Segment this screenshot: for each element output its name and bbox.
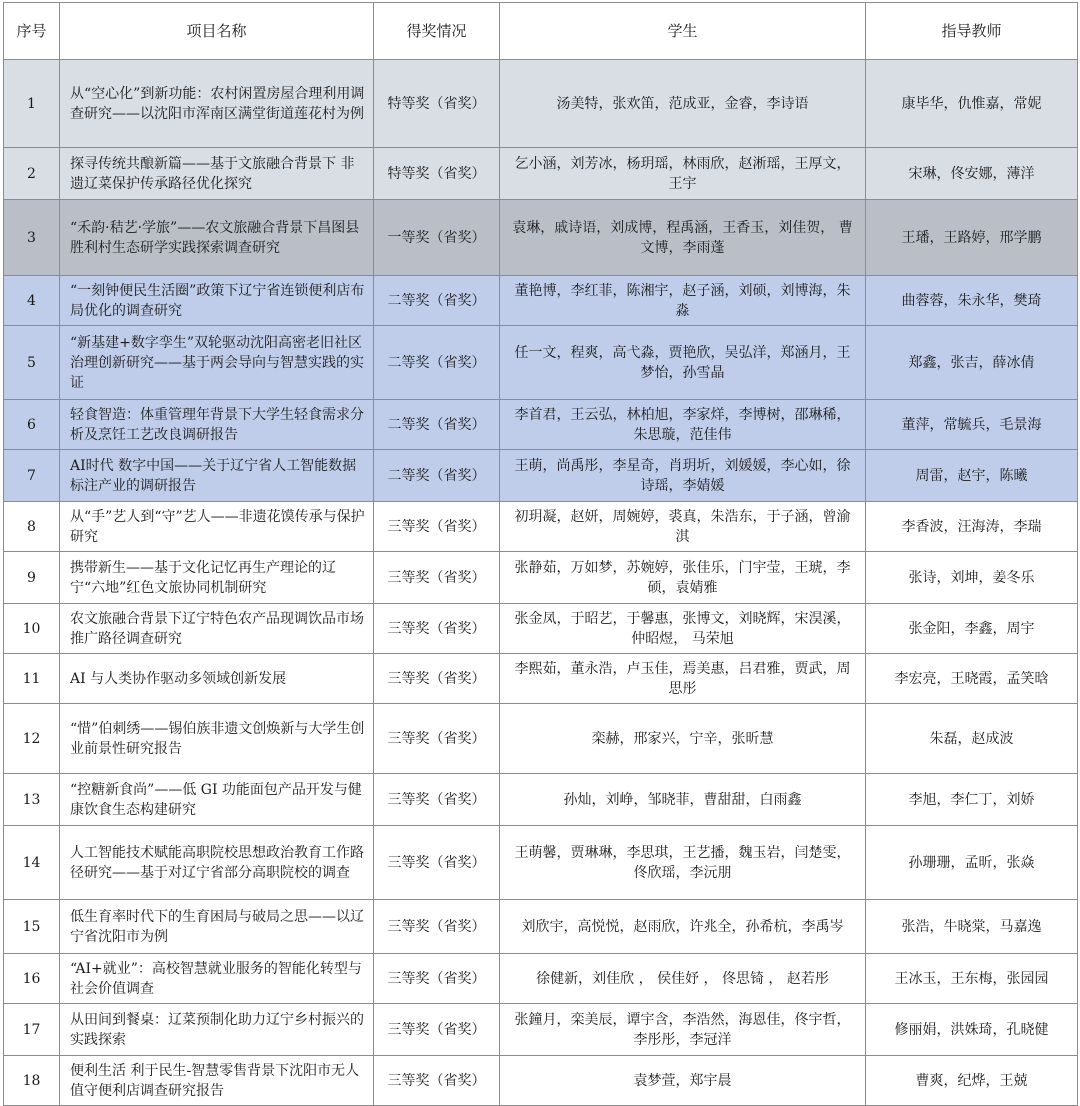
row-number: 4: [4, 276, 60, 326]
table-row: [4, 826, 1078, 900]
project-name: “禾韵·秸艺·学旅”——农文旅融合背景下昌图县胜利村生态研学实践探索调查研究: [60, 200, 374, 276]
student-names: 张金凤，于昭艺，于馨惠，张博文，刘晓辉，宋淏溪，仲昭煜， 马荣旭: [500, 604, 866, 654]
teacher-names: 张金阳，李鑫，周宇: [866, 604, 1078, 654]
project-name: “控糖新食尚”——低 GI 功能面包产品开发与健康饮食生态构建研究: [60, 774, 374, 826]
table-row: [4, 552, 1078, 604]
teacher-names: 孙珊珊，孟昕，张焱: [866, 826, 1078, 900]
award-level: 特等奖（省奖）: [374, 148, 500, 200]
student-names: 徐健新，刘佳欣 ， 侯佳妤 ， 佟思锜 ， 赵若彤: [500, 954, 866, 1004]
table-row: [4, 60, 1078, 148]
award-level: 三等奖（省奖）: [374, 900, 500, 954]
table-row: [4, 654, 1078, 704]
award-level: 三等奖（省奖）: [374, 774, 500, 826]
project-name: 携带新生——基于文化记忆再生产理论的辽宁“六地”红色文旅协同机制研究: [60, 552, 374, 604]
project-name: 农文旅融合背景下辽宁特色农产品现调饮品市场推广路径调查研究: [60, 604, 374, 654]
teacher-names: 曹爽，纪烨，王兢: [866, 1056, 1078, 1106]
student-names: 栾赫，邢家兴，宁辛，张昕慧: [500, 704, 866, 774]
student-names: 初玥凝，赵妍，周婉婷，裘真，朱浩东，于子涵，曾渝淇: [500, 502, 866, 552]
award-level: 三等奖（省奖）: [374, 552, 500, 604]
award-level: 三等奖（省奖）: [374, 1004, 500, 1056]
row-number: 17: [4, 1004, 60, 1056]
student-names: 袁梦萱，郑宇晨: [500, 1056, 866, 1106]
award-level: 特等奖（省奖）: [374, 60, 500, 148]
student-names: 董艳博，李红菲，陈湘宇，赵子涵，刘硕，刘博海，朱淼: [500, 276, 866, 326]
table-row: [4, 1004, 1078, 1056]
row-number: 6: [4, 400, 60, 450]
award-level: 一等奖（省奖）: [374, 200, 500, 276]
award-level: 二等奖（省奖）: [374, 450, 500, 502]
project-name: 从“空心化”到新功能：农村闲置房屋合理利用调查研究——以沈阳市浑南区满堂街道莲花村为例: [60, 60, 374, 148]
teacher-names: 宋琳，佟安娜，薄洋: [866, 148, 1078, 200]
row-number: 14: [4, 826, 60, 900]
row-number: 16: [4, 954, 60, 1004]
row-number: 8: [4, 502, 60, 552]
teacher-names: 郑鑫，张吉，薛冰倩: [866, 326, 1078, 400]
header-row: [4, 3, 1078, 60]
row-number: 7: [4, 450, 60, 502]
student-names: 李首君，王云弘，林柏旭，李家烊，李博树，邵琳稀，朱思璇，范佳伟: [500, 400, 866, 450]
table-row: [4, 502, 1078, 552]
table-row: [4, 704, 1078, 774]
award-level: 三等奖（省奖）: [374, 502, 500, 552]
row-number: 2: [4, 148, 60, 200]
table-row: [4, 276, 1078, 326]
header-award: 得奖情况: [374, 3, 500, 60]
award-level: 三等奖（省奖）: [374, 604, 500, 654]
row-number: 9: [4, 552, 60, 604]
awards-table: [3, 2, 1078, 1106]
award-level: 三等奖（省奖）: [374, 954, 500, 1004]
table-row: [4, 1056, 1078, 1106]
row-number: 1: [4, 60, 60, 148]
table-row: [4, 774, 1078, 826]
project-name: 从田间到餐桌：辽菜预制化助力辽宁乡村振兴的实践探索: [60, 1004, 374, 1056]
student-names: 李熙茹，董永浩，卢玉佳，焉美惠，吕君雅，贾武，周思彤: [500, 654, 866, 704]
teacher-names: 修丽娟，洪姝琦，孔晓健: [866, 1004, 1078, 1056]
student-names: 张鐘月，栾美辰，谭宇含，李浩然，海恩佳，佟宇哲，李彤彤，李冠洋: [500, 1004, 866, 1056]
student-names: 王萌，尚禹彤，李星奇，肖玥圻，刘媛媛，李心如，徐诗瑶，李婧媛: [500, 450, 866, 502]
project-name: “新基建+数字孪生”双轮驱动沈阳高密老旧社区治理创新研究——基于两会导向与智慧实践的实证: [60, 326, 374, 400]
row-number: 11: [4, 654, 60, 704]
header-students: 学生: [500, 3, 866, 60]
project-name: 便利生活 利于民生-智慧零售背景下沈阳市无人值守便利店调查研究报告: [60, 1056, 374, 1106]
row-number: 3: [4, 200, 60, 276]
table-row: [4, 200, 1078, 276]
award-level: 三等奖（省奖）: [374, 704, 500, 774]
student-names: 刘欣宇，高悦悦，赵雨欣，许兆全，孙希杭，李禹岑: [500, 900, 866, 954]
row-number: 10: [4, 604, 60, 654]
header-no: 序号: [4, 3, 60, 60]
table-row: [4, 400, 1078, 450]
row-number: 12: [4, 704, 60, 774]
teacher-names: 朱磊，赵成波: [866, 704, 1078, 774]
table-row: [4, 326, 1078, 400]
table-row: [4, 954, 1078, 1004]
student-names: 乞小涵，刘芳冰，杨玥瑶，林雨欣，赵淅瑶，王厚文，王宇: [500, 148, 866, 200]
project-name: 从“手”艺人到“守”艺人——非遗花馍传承与保护研究: [60, 502, 374, 552]
table-row: [4, 450, 1078, 502]
award-level: 三等奖（省奖）: [374, 654, 500, 704]
student-names: 孙灿，刘峥，邹晓菲，曹甜甜，白雨鑫: [500, 774, 866, 826]
award-level: 二等奖（省奖）: [374, 326, 500, 400]
teacher-names: 王璠，王路婷，邢学鹏: [866, 200, 1078, 276]
header-teachers: 指导教师: [866, 3, 1078, 60]
project-name: 探寻传统共酿新篇——基于文旅融合背景下 非遗辽菜保护传承路径优化探究: [60, 148, 374, 200]
student-names: 任一文，程爽，高弋淼，贾艳欣，吴弘洋，郑涵月，王梦怡，孙雪晶: [500, 326, 866, 400]
award-level: 三等奖（省奖）: [374, 826, 500, 900]
teacher-names: 曲蓉蓉，朱永华，樊琦: [866, 276, 1078, 326]
teacher-names: 李宏亮，王晓霞，孟笑晗: [866, 654, 1078, 704]
award-level: 三等奖（省奖）: [374, 1056, 500, 1106]
row-number: 15: [4, 900, 60, 954]
teacher-names: 张诗，刘坤，姜冬乐: [866, 552, 1078, 604]
row-number: 13: [4, 774, 60, 826]
student-names: 袁琳，戚诗语，刘成博，程禹涵，王香玉，刘佳贺， 曹文博，李雨蓬: [500, 200, 866, 276]
teacher-names: 董萍，常毓兵，毛景海: [866, 400, 1078, 450]
row-number: 18: [4, 1056, 60, 1106]
teacher-names: 康毕华，仇惟嘉，常妮: [866, 60, 1078, 148]
teacher-names: 张浩，牛晓棠，马嘉逸: [866, 900, 1078, 954]
project-name: AI时代 数字中国——关于辽宁省人工智能数据标注产业的调研报告: [60, 450, 374, 502]
teacher-names: 周雷，赵宇，陈曦: [866, 450, 1078, 502]
header-project: 项目名称: [60, 3, 374, 60]
project-name: “一刻钟便民生活圈”政策下辽宁省连锁便利店布局优化的调查研究: [60, 276, 374, 326]
table-row: [4, 900, 1078, 954]
table-row: [4, 148, 1078, 200]
project-name: 低生育率时代下的生育困局与破局之思——以辽宁省沈阳市为例: [60, 900, 374, 954]
award-level: 二等奖（省奖）: [374, 276, 500, 326]
teacher-names: 李香波，汪海涛，李瑞: [866, 502, 1078, 552]
row-number: 5: [4, 326, 60, 400]
project-name: 轻食智造：体重管理年背景下大学生轻食需求分析及烹饪工艺改良调研报告: [60, 400, 374, 450]
teacher-names: 李旭，李仁丁，刘娇: [866, 774, 1078, 826]
student-names: 王萌馨，贾琳琳，李思琪，王艺播，魏玉岩，闫楚雯，佟欣瑶，李沅朋: [500, 826, 866, 900]
student-names: 汤美特，张欢笛，范成亚，金睿，李诗语: [500, 60, 866, 148]
student-names: 张静茹，万如梦，苏婉婷，张佳乐，门宇莹，王琥，李硕，袁婧雅: [500, 552, 866, 604]
award-level: 二等奖（省奖）: [374, 400, 500, 450]
project-name: AI 与人类协作驱动多领域创新发展: [60, 654, 374, 704]
project-name: “惜”伯刺绣——锡伯族非遗文创焕新与大学生创业前景性研究报告: [60, 704, 374, 774]
teacher-names: 王冰玉，王东梅，张园园: [866, 954, 1078, 1004]
project-name: 人工智能技术赋能高职院校思想政治教育工作路径研究——基于对辽宁省部分高职院校的调查: [60, 826, 374, 900]
table-row: [4, 604, 1078, 654]
project-name: “AI+就业”：高校智慧就业服务的智能化转型与社会价值调查: [60, 954, 374, 1004]
